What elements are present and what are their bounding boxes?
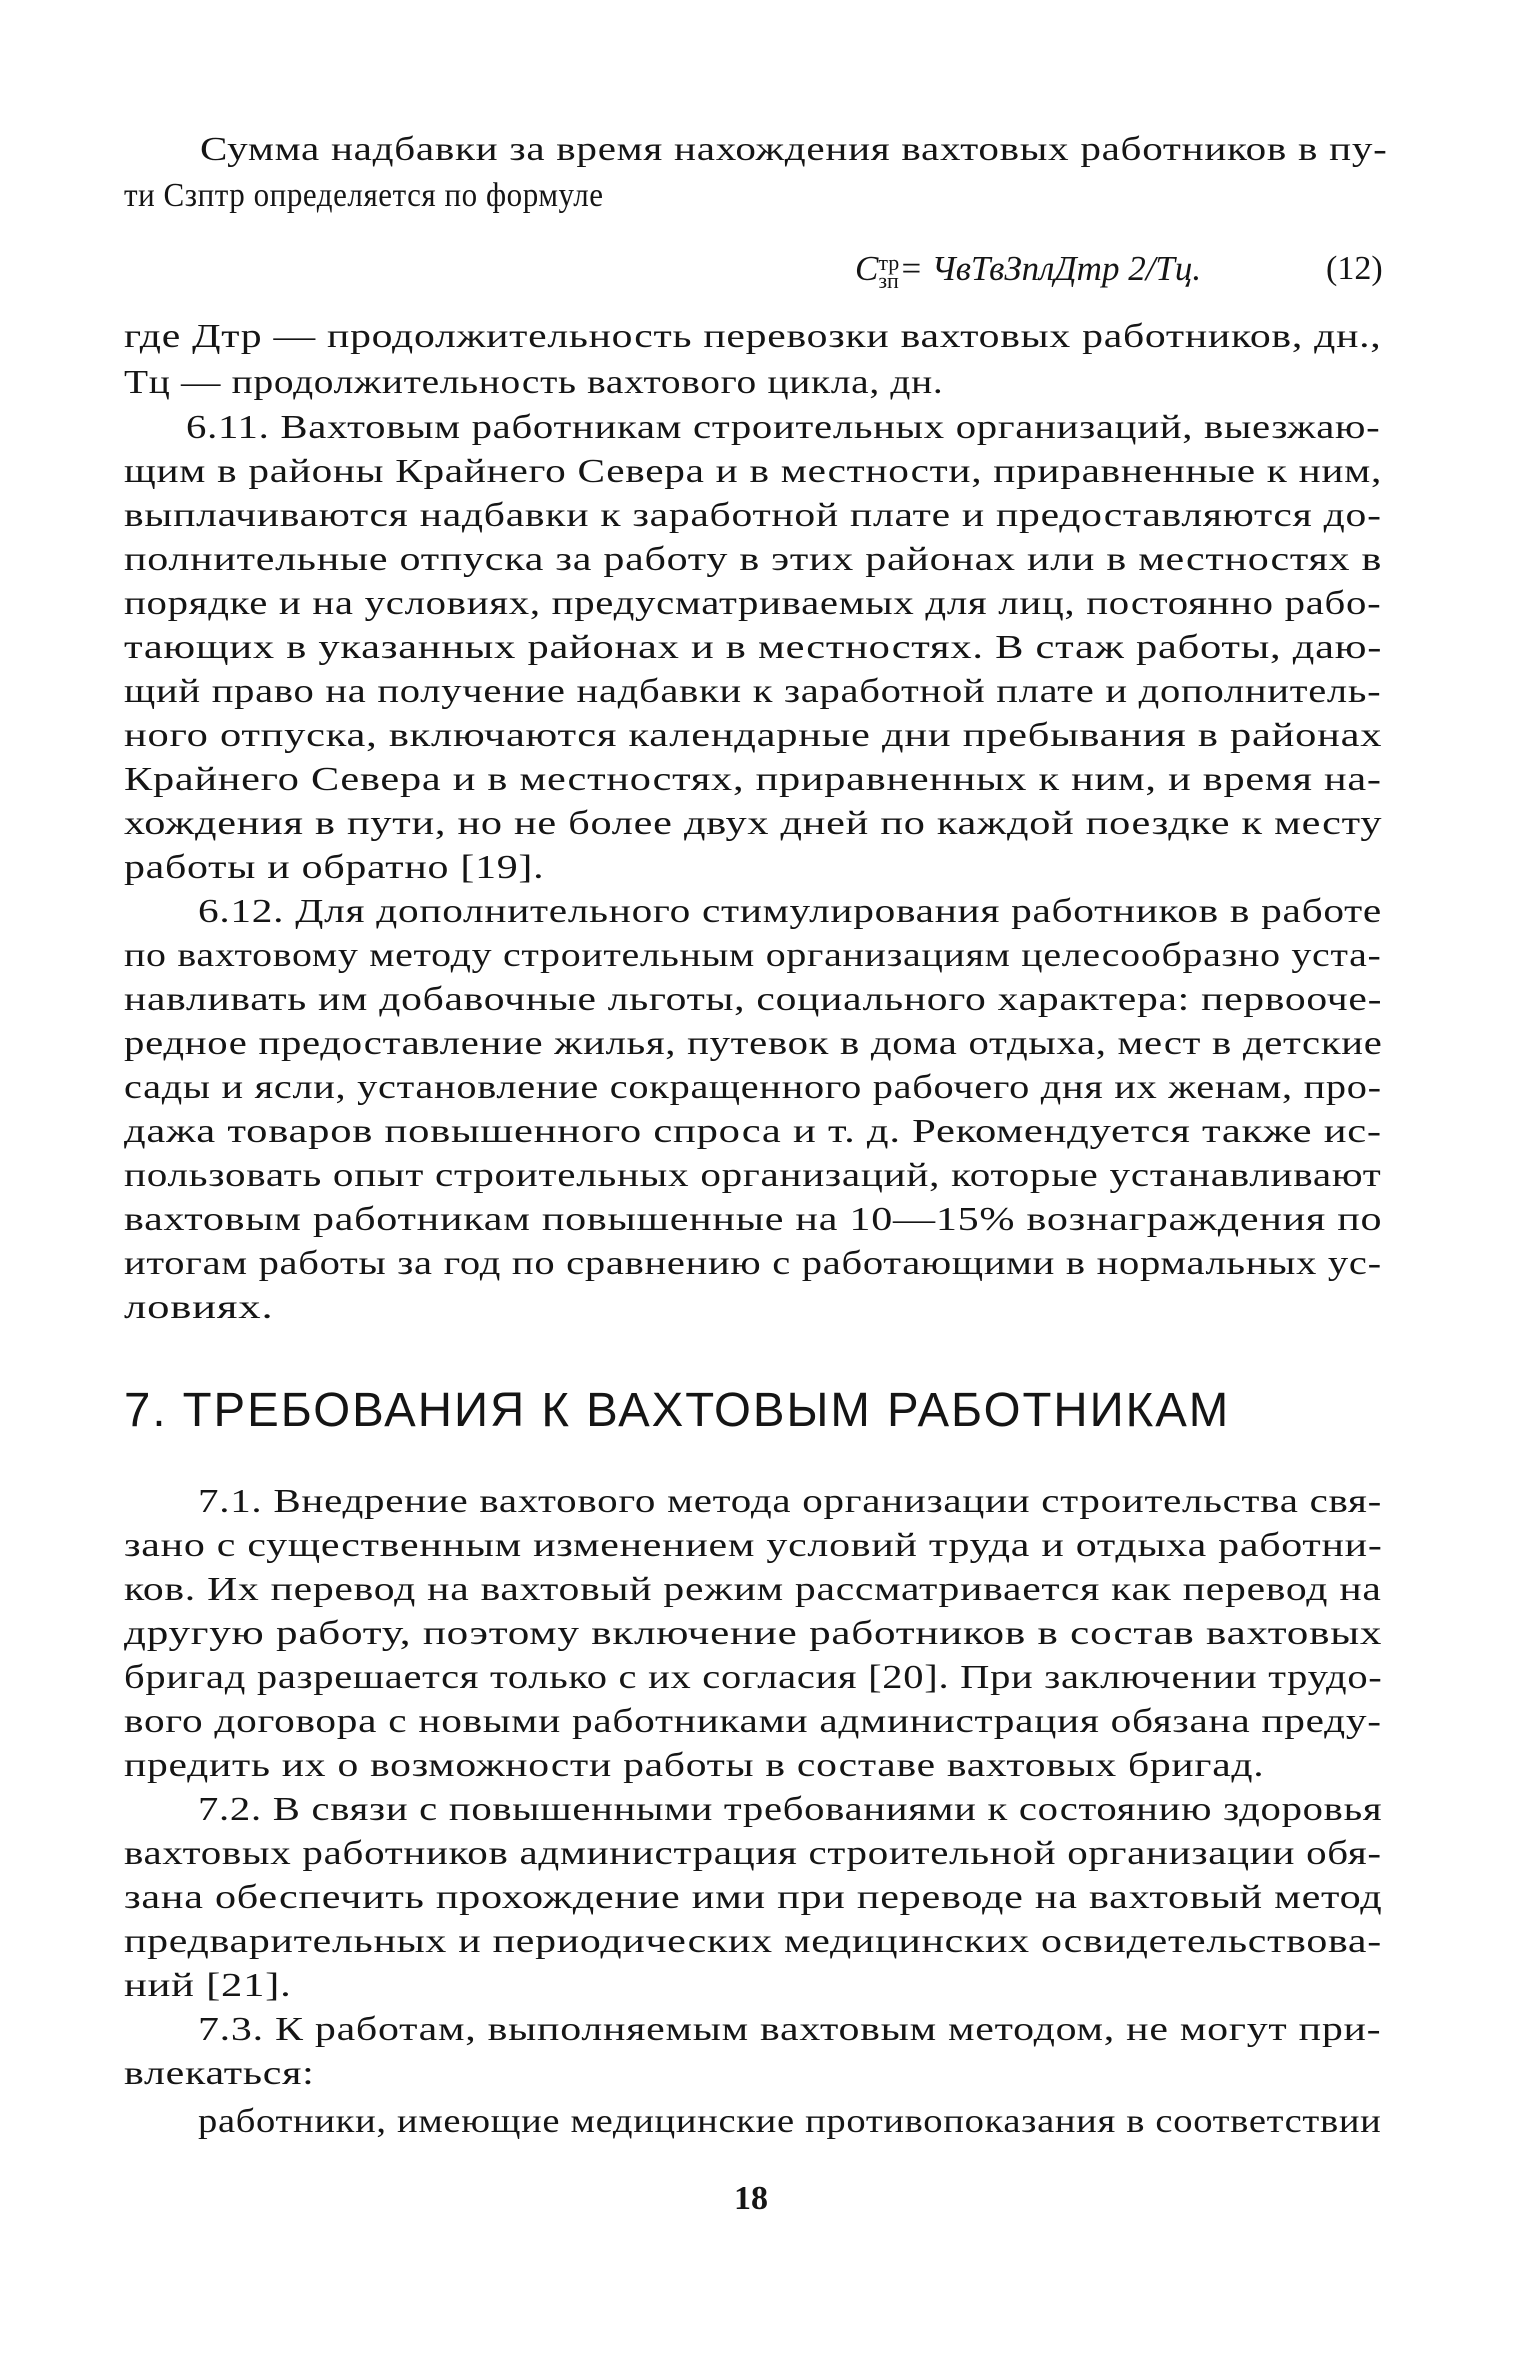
text-line: по вахтовому методу строительным организациям целесообразно уста-	[124, 937, 1382, 974]
text-line: работы и обратно [19].	[124, 849, 545, 886]
text-line: ний [21].	[124, 1967, 292, 2004]
text-line: ловиях.	[124, 1289, 274, 1326]
formula: C тр зп = ЧвТвЗплДтр 2/Тц.	[855, 249, 1202, 293]
text-line: предварительных и периодических медицинских освидетельствова-	[124, 1923, 1382, 1960]
text-line: ти Cзптр определяется по формуле	[124, 177, 604, 214]
text-line: 7.2. В связи с повышенными требованиями к состоянию здоровья	[198, 1791, 1383, 1828]
text-line: выплачиваются надбавки к заработной плате и предоставляются до-	[124, 497, 1382, 534]
text-line: порядке и на условиях, предусматриваемых для лиц, постоянно рабо-	[124, 585, 1382, 622]
text-line: ного отпуска, включаются календарные дни пребывания в районах	[124, 717, 1383, 754]
text-line: вахтовых работников администрация строительной организации обя-	[124, 1835, 1382, 1872]
equation-number: (12)	[1326, 250, 1383, 287]
text-line: 7.3. К работам, выполняемым вахтовым методом, не могут при-	[198, 2011, 1382, 2048]
text-line: полнительные отпуска за работу в этих районах или в местностях в	[124, 541, 1383, 578]
text-line: другую работу, поэтому включение работников в состав вахтовых	[124, 1615, 1383, 1652]
text-line: Сумма надбавки за время нахождения вахтовых работников в пу-	[200, 131, 1388, 168]
page-number: 18	[734, 2180, 768, 2217]
text-line: навливать им добавочные льготы, социального характера: первооче-	[124, 981, 1383, 1018]
text-line: зано с существенным изменением условий труда и отдыха работни-	[124, 1527, 1383, 1564]
text-line: редное предоставление жилья, путевок в дома отдыха, мест в детские	[124, 1025, 1383, 1062]
text-line: тающих в указанных районах и в местностях. В стаж работы, даю-	[124, 629, 1383, 666]
text-line: влекаться:	[124, 2055, 315, 2092]
text-line: вахтовым работникам повышенные на 10—15% вознаграждения по	[124, 1201, 1383, 1238]
text-line: итогам работы за год по сравнению с работающими в нормальных ус-	[124, 1245, 1382, 1282]
text-line: 7.1. Внедрение вахтового метода организации строительства свя-	[198, 1483, 1383, 1520]
text-line: вого договора с новыми работниками администрация обязана преду-	[124, 1703, 1382, 1740]
text-line: пользовать опыт строительных организаций, которые устанавливают	[124, 1157, 1382, 1194]
text-line: бригад разрешается только с их согласия [20]. При заключении трудо-	[124, 1659, 1383, 1696]
text-line: ков. Их перевод на вахтовый режим рассматривается как перевод на	[124, 1571, 1382, 1608]
text-line: предить их о возможности работы в составе вахтовых бригад.	[124, 1747, 1265, 1784]
text-line: 6.11. Вахтовым работникам строительных организаций, выезжаю-	[186, 409, 1381, 446]
text-line: работники, имеющие медицинские противопоказания в соответствии	[198, 2103, 1382, 2140]
text-line: щий право на получение надбавки к заработной плате и дополнитель-	[124, 673, 1382, 710]
text-line: дажа товаров повышенного спроса и т. д. Рекомендуется также ис-	[124, 1113, 1382, 1150]
text-line: щим в районы Крайнего Севера и в местности, приравненные к ним,	[124, 453, 1383, 490]
text-line: зана обеспечить прохождение ими при переводе на вахтовый метод	[124, 1879, 1383, 1916]
text-line: Крайнего Севера и в местностях, приравненных к ним, и время на-	[124, 761, 1382, 798]
section-heading: 7. ТРЕБОВАНИЯ К ВАХТОВЫМ РАБОТНИКАМ	[124, 1384, 1231, 1437]
text-line: где Дтр — продолжительность перевозки вахтовых работников, дн.,	[124, 318, 1382, 355]
text-line: 6.12. Для дополнительного стимулирования работников в работе	[198, 893, 1382, 930]
text-line: хождения в пути, но не более двух дней по каждой поездке к месту	[124, 805, 1383, 842]
text-line: сады и ясли, установление сокращенного рабочего дня их женам, про-	[124, 1069, 1382, 1106]
text-line: Тц — продолжительность вахтового цикла, дн.	[124, 364, 944, 401]
